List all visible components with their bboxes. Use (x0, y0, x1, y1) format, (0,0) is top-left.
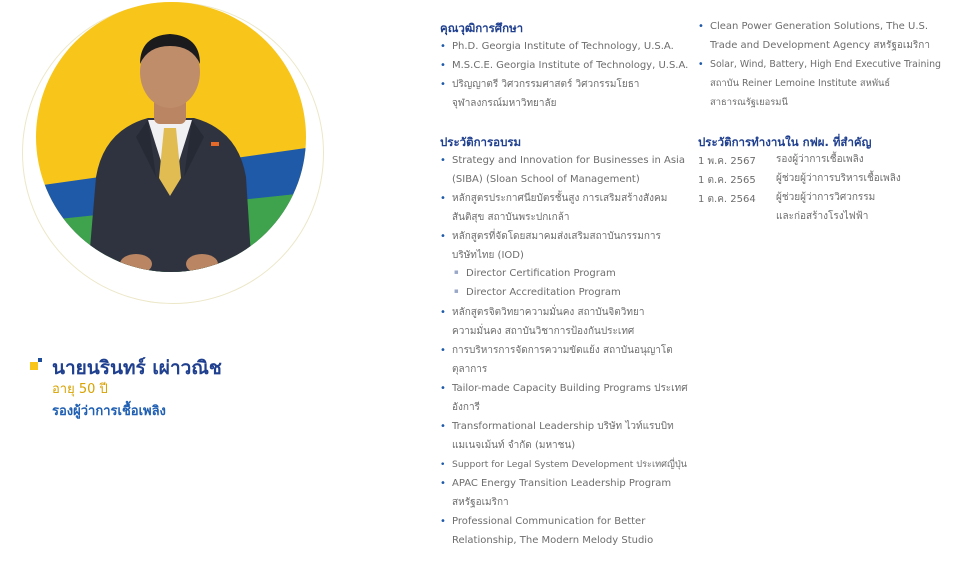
training-item: • Transformational Leadership บริษัท ไวท์แรบบิท แมเนจเม้นท์ จำกัด (มหาชน) (452, 417, 674, 455)
career-date: 1 ต.ค. 2564 (698, 194, 756, 205)
training-item: • หลักสูตรจิตวิทยาความมั่นคง สถาบันจิตวิทยา ความมั่นคง สถาบันวิชาการป้องกันประเทศ (452, 303, 644, 341)
portrait-circle (36, 2, 306, 272)
training-sub-item: ▪ Director Accreditation Program (466, 287, 621, 298)
training-item: • Tailor-made Capacity Building Programs ประเทศ อังการี (452, 379, 688, 417)
career-heading: ประวัติการทำงานใน กฟผ. ที่สำคัญ (698, 135, 872, 149)
training-heading: ประวัติการอบรม (440, 135, 522, 149)
education-item: • Ph.D. Georgia Institute of Technology, U.S.A. (452, 37, 674, 56)
education-item: • ปริญญาตรี วิศวกรรมศาสตร์ วิศวกรรมโยธา จุฬาลงกรณ์มหาวิทยาลัย (452, 75, 639, 113)
education-item: • M.S.C.E. Georgia Institute of Technology, U.S.A. (452, 56, 688, 75)
career-date: 1 พ.ค. 2567 (698, 156, 756, 167)
person-age: อายุ 50 ปี (52, 382, 108, 397)
training-item: • Clean Power Generation Solutions, The U.S. Trade and Development Agency สหรัฐอเมริกา (710, 17, 930, 55)
training-item: • Solar, Wind, Battery, High End Executive Training สถาบัน Reiner Lemoine Institute สหพันธ์ สาธารณรัฐเยอรมนี (710, 55, 941, 112)
bullet-mark-icon (30, 358, 42, 370)
career-position: ผู้ช่วยผู้ว่าการวิศวกรรม และก่อสร้างโรงไฟฟ้า (776, 192, 876, 222)
training-item: • หลักสูตรประกาศนียบัตรชั้นสูง การเสริมสร้างสังคม สันติสุข สถาบันพระปกเกล้า (452, 189, 667, 227)
person-position: รองผู้ว่าการเชื้อเพลิง (52, 404, 166, 419)
training-item: • Strategy and Innovation for Businesses in Asia (SIBA) (Sloan School of Management) (452, 151, 685, 189)
training-item: • Support for Legal System Development ประเทศญี่ปุ่น (452, 455, 687, 474)
training-item: • APAC Energy Transition Leadership Program สหรัฐอเมริกา (452, 474, 671, 512)
education-heading: คุณวุฒิการศึกษา (440, 21, 524, 35)
person-name: นายนรินทร์ เผ่าวณิช (52, 357, 222, 379)
training-item: • การบริหารการจัดการความขัดแย้ง สถาบันอนุญาโต ตุลาการ (452, 341, 673, 379)
career-position: รองผู้ว่าการเชื้อเพลิง (776, 154, 864, 165)
portrait (0, 0, 340, 310)
career-date: 1 ต.ค. 2565 (698, 175, 756, 186)
training-item: • Professional Communication for Better Relationship, The Modern Melody Studio (452, 512, 653, 550)
person-photo (36, 2, 306, 272)
training-sub-item: ▪ Director Certification Program (466, 268, 616, 279)
training-item: • หลักสูตรที่จัดโดยสมาคมส่งเสริมสถาบันกรรมการ บริษัทไทย (IOD) (452, 227, 661, 265)
career-position: ผู้ช่วยผู้ว่าการบริหารเชื้อเพลิง (776, 173, 901, 184)
